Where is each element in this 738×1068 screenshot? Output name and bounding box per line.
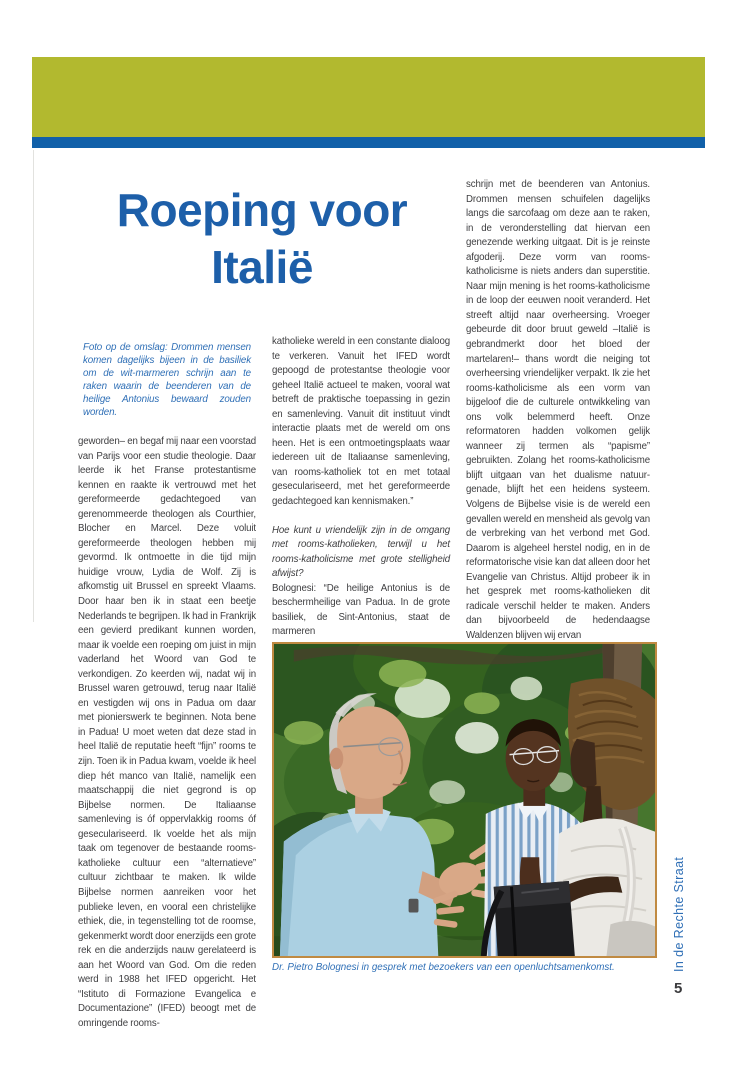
photo-caption: Dr. Pietro Bolognesi in gesprek met bezoekers van een openluchtsamenkomst. (272, 962, 615, 973)
photo-illustration (274, 644, 655, 956)
page-edge-line (33, 150, 34, 622)
article-paragraph-col3: schrijn met de beenderen van Antonius. Drommen mensen schuifelen dagelijks langs die sarcofaag om deze aan te raken, in de veronderstelling dat hiervan een genezende werking uitgaat. Dit is je reinste afgoderij. Deze vorm van rooms-katholicisme is niets anders dan superstitie. Naar mijn mening is het rooms-katholicisme in de loop der eeuwen nooit veranderd. Het streeft altijd naar overheersing. Vroeger gebeurde dit door bruut geweld –Italië is gebrandmerkt door het bloed der martelaren!– thans wordt die neiging tot overheersing vriendelijker verpakt. Ik zie het rooms-katholicisme als een vorm van bijgeloof die de culturele ontwikkeling van ons volk belemmerd heeft. Onze reformatoren hadden volkomen gelijk wanneer zij termen als “papisme” gebruikten. Zolang het rooms-katholicisme blijft uitgaan van het dualisme natuur-genade, blijft het een heidens systeem. Volgens de Bijbelse visie is de wereld een gevallen wereld en mensheid als gevolg van de verbreking van het verbond met God. Daarom is algeheel herstel nodig, en in de reformatorische visie kan dat alleen door het Evangelie van Christus. Altijd probeer ik in het gesprek met rooms-katholieken dit radicale verschil helder te maken. Anders dan bijvoorbeeld de hedendaagse Waldenzen blijven wij ervan (466, 179, 650, 640)
interview-answer-intro: Bolognesi: “De heilige Antonius is de beschermheilige van Padua. In de grote basiliek, de Sint-Antonius, staat de marmeren (272, 582, 450, 638)
article-title (107, 182, 417, 296)
article-title-line2: Italië (211, 241, 313, 293)
camera-bag (484, 881, 575, 956)
header-blue-rule (32, 137, 705, 148)
magazine-name-vertical: In de Rechte Straat (672, 856, 686, 972)
article-paragraph-col2: katholieke wereld in een constante dialoog te verkeren. Vanuit het IFED wordt gepoogd de protestantse theologie voor geheel Italië actueel te maken, vooral wat betreft de praktische toepassing in gezin en samenleving. Vanuit dit instituut vindt interactie plaats met de wereld om ons heen. Het is een ontmoetingsplaats waar iedereen uit de Italiaanse samenleving, van rooms-katholiek tot en met totaal geseculariseerd, met het gereformeerde gedachtegoed kan kennismaken.” (272, 336, 450, 508)
text-column-1 (78, 341, 256, 1031)
article-title-line1: Roeping voor (116, 184, 408, 236)
header-olive-band (32, 57, 705, 137)
interview-question: Hoe kunt u vriendelijk zijn in de omgang met rooms-katholieken, terwijl u het rooms-katholicisme met grote stelligheid afwijst? (272, 524, 450, 580)
text-column-2 (272, 335, 450, 640)
article-paragraph-col1: geworden– en begaf mij naar een voorstad van Parijs voor een studie theologie. Daar leerde ik het Franse protestantisme kennen en raakte ik vertrouwd met het gereformeerde gedachtegoed van gerenommeerde theologen als Courthier, Blocher en Marcel. Deze voluit gereformeerde theologen hebben mij gevormd. Ik ontmoette in die tijd mijn huidige vrouw, Lydia de Wolf. Zij is afkomstig uit Brussel en spreekt Vlaams. Door haar ben ik in staat een beetje Nederlands te begrijpen. Ik had in Frankrijk een gevierd predikant kunnen worden, maar ik voelde een roeping om juist in mijn vaderland het Woord van God te verkondigen. Zo keerden wij, nadat wij in Brussel waren getrouwd, terug naar Italië en vestigden wij ons in Padua om daar met pionierswerk te beginnen. Nota bene in Padua! U moet weten dat deze stad in heel Italië de reputatie heeft “fijn” rooms te zijn. Toen ik in Padua kwam, voelde ik heel diep hét manco van Italië, namelijk een maatschappij die niet gegrond is op Bijbelse normen. De Italiaanse samenleving is óf oppervlakkig rooms óf geseculariseerd. Ik voelde het als mijn taak om tegenover de bestaande rooms-katholieke cultuur een “alternatieve” cultuur zichtbaar te maken. Ik wilde Bijbelse normen aanreiken voor het publieke leven, en vooral een christelijke ethiek, die, in tegenstelling tot de roomse, gekenmerkt wordt door enerzijds een grote rek en die anderzijds nauw gerelateerd is aan het Woord van God. Om die reden werd in 1988 het IFED opgericht. Het “Istituto di Formazione Evangelica e Documentazione” (IFED) beoogt met de omringende rooms- (78, 436, 256, 1029)
text-column-3 (466, 178, 650, 640)
photo-outdoor-conversation (272, 642, 657, 958)
page-number: 5 (674, 980, 683, 997)
cover-photo-note: Foto op de omslag: Drommen mensen komen dagelijks bijeen in de basiliek om de wit-marmeren schrijn aan te raken waarin de beenderen van de heilige Antonius bewaard zouden worden. (83, 342, 251, 418)
